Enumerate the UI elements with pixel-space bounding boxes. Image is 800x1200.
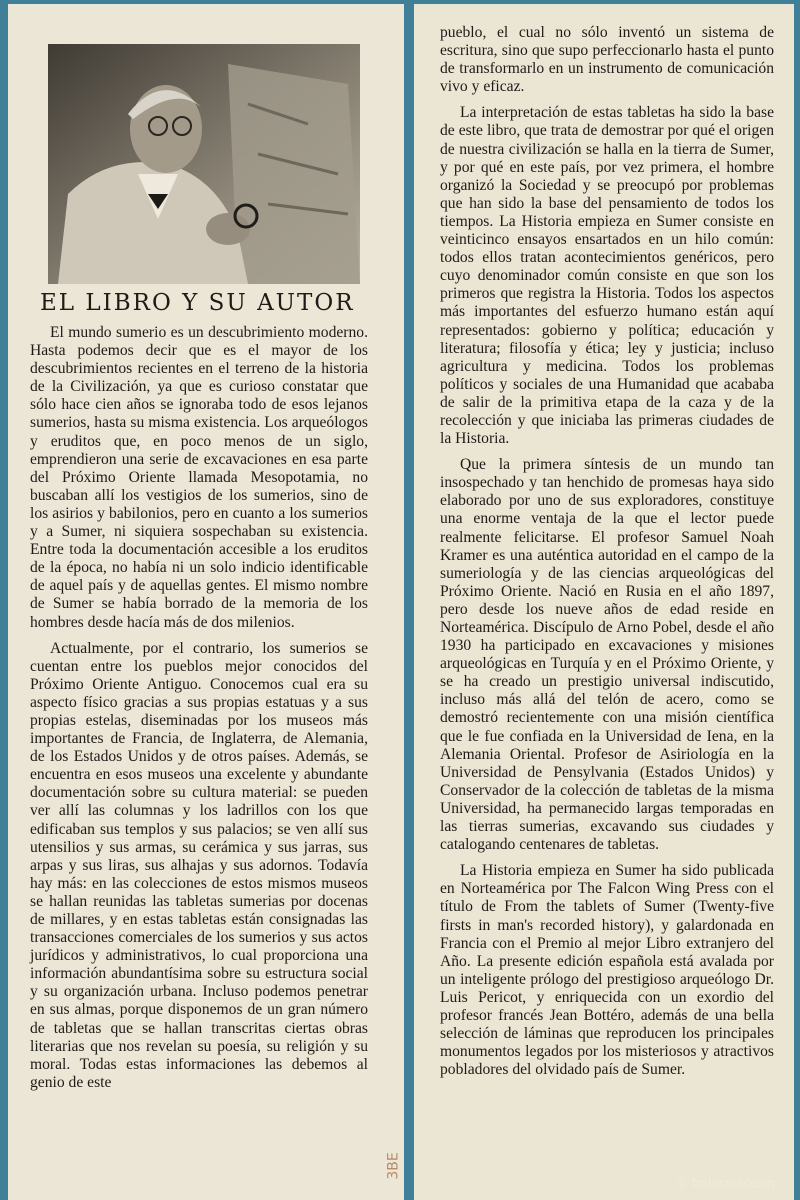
author-photo-image	[48, 44, 360, 284]
watermark: © todocoleccion	[676, 1176, 775, 1190]
paragraph: Que la primera síntesis de un mundo tan insospechado y tan henchido de promesas haya sido elaborado por uno de sus exploradores, constituye una enorme ventaja de la que el lector puede realmente felicitarse. El profesor Samuel Noah Kramer es una auténtica autoridad en el campo de la sumeriología y de las ciencias arqueológicas del Próximo Oriente. Nació en Rusia en el año 1897, pero desde los nueve años de edad reside en Norteamérica. Discípulo de Arno Pobel, desde el año 1930 ha participado en excavaciones y misiones arqueológicas en Turquía y en el Próximo Oriente, y se ha creado un prestigio universal indiscutido, incluso más allá del telón de acero, como se demostró recientemente con una misión científica que le fue confiada en la Universidad de Iena, en la Alemania Oriental. Profesor de Asiriología en la Universidad de Pensylvania (Estados Unidos) y Conservador de la colección de tabletas de la misma Universidad, ha permanecido largas temporadas en las tierras sumerias, excavando sus ciudades y catalogando centenares de tabletas.	[440, 456, 774, 854]
author-photo	[48, 44, 360, 284]
right-column	[440, 24, 774, 1079]
left-column	[30, 324, 368, 1092]
paragraph: La interpretación de estas tabletas ha sido la base de este libro, que trata de demostrar por qué el origen de nuestra civilización se halla en la tierra de Sumer, y por qué en este país, por vez primera, el hombre organizó la Sociedad y se preocupó por problemas que han sido la base del pensamiento de todos los tiempos. La Historia empieza en Sumer consiste en veinticinco ensayos ensartados en un hilo común: todos ellos tratan acontecimientos genéricos, pero cuyo denominador común consiste en que son los primeros que registra la Historia. Todos los aspectos más importantes del esfuerzo humano están aquí representados: gobierno y política; educación y literatura; filosofía y ética; ley y justicia; incluso agricultura y medicina. Todos los problemas políticos y sociales de una Humanidad que acababa de salir de la primitiva etapa de la caza y de la recolección y que iniciaba las primeras ciudades de la Historia.	[440, 104, 774, 448]
paragraph: El mundo sumerio es un descubrimiento moderno. Hasta podemos decir que es el mayor de los descubrimientos recientes en el terreno de la historia de la Civilización, ya que es curioso constatar que sólo hace cien años se ignoraba todo de esos lejanos sumerios, hasta su misma existencia. Los arqueólogos y eruditos que, en poco menos de un siglo, emprendieron una serie de excavaciones en esa parte del Próximo Oriente llamada Mesopotamia, no buscaban allí los vestigios de los sumerios, sino de los asirios y babilonios, pero en cuanto a los sumerios y a Sumer, ni siquiera sospechaban su existencia. Entre toda la documentación accesible a los eruditos de la época, no había ni un solo indicio identificable de aquel país y de aquellas gentes. El mismo nombre de Sumer se había borrado de la memoria de los hombres desde hacía más de dos milenios.	[30, 324, 368, 631]
section-heading: EL LIBRO Y SU AUTOR	[40, 290, 355, 316]
ink-stamp: 3BE	[385, 1152, 402, 1180]
paragraph: Actualmente, por el contrario, los sumerios se cuentan entre los pueblos mejor conocidos del Próximo Oriente Antiguo. Conocemos cual era su aspecto físico gracias a sus propias estatuas y a sus propias estelas, diseminadas por los museos más importantes de Francia, de Inglaterra, de Alemania, de los Estados Unidos y de otros países. Además, se encuentra en esos museos una excelente y abundante documentación sobre su cultura material: se pueden ver allí las columnas y los ladrillos con los que edificaban sus templos y sus palacios; se ven allí sus utensilios y sus armas, su cerámica y sus jarras, sus arpas y sus liras, sus alhajas y sus adornos. Todavía hay más: en las colecciones de estos mismos museos se hallan reunidas las tabletas sumerias por docenas de millares, y en estas tabletas están consignadas las transacciones comerciales de los sumerios y sus actos jurídicos y administrativos, lo cual proporciona una información abundantísima sobre su estructura social y su organización urbana. Incluso podemos penetrar en sus almas, porque disponemos de un gran número de tabletas que se hallan transcritas ciertas obras literarias que nos revelan su poesía, su religión y su moral. Todas estas informaciones las debemos al genio de este	[30, 639, 368, 1091]
paragraph: La Historia empieza en Sumer ha sido publicada en Norteamérica por The Falcon Wing Press con el título de From the tablets of Sumer (Twenty-five firsts in man's recorded history), y galardonada en Francia con el Premio al mejor Libro extranjero del Año. La presente edición española está avalada por un inteligente prólogo del prestigioso arqueólogo Dr. Luis Pericot, y enriquecida con un exordio del profesor francés Jean Bottéro, además de una bella selección de láminas que reproducen los principales monumentos legados por los misteriosos y atractivos pobladores del olvidado país de Sumer.	[440, 862, 774, 1079]
paragraph: pueblo, el cual no sólo inventó un sistema de escritura, sino que supo perfeccionarlo hasta el punto de transformarlo en un instrumento de comunicación vivo y eficaz.	[440, 24, 774, 96]
